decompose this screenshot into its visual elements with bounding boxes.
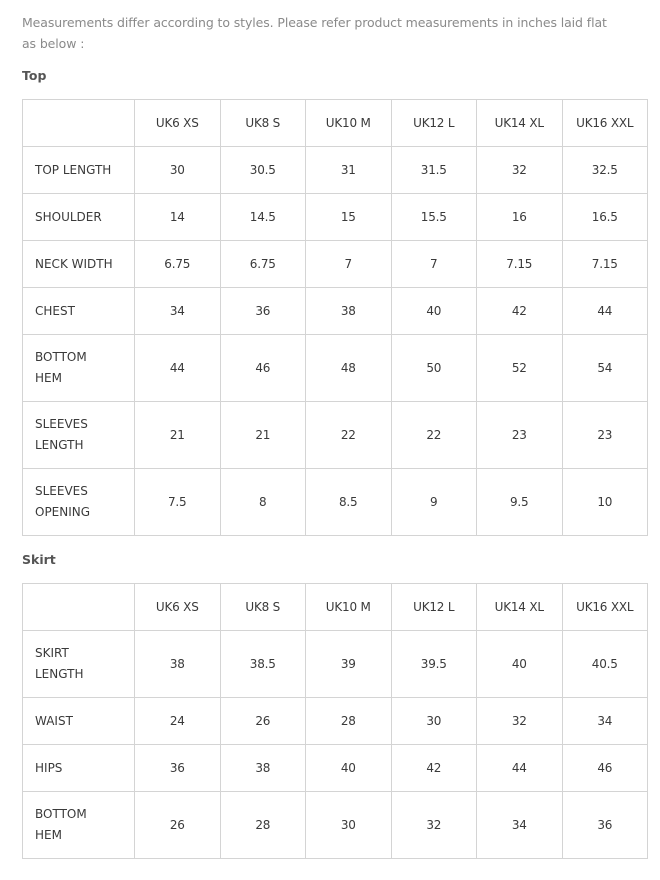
measurement-cell: 36: [220, 288, 306, 335]
measurement-cell: 34: [562, 698, 648, 745]
header-empty-cell: [23, 100, 135, 147]
table-row: [23, 335, 648, 402]
table-row: [23, 745, 648, 792]
measurement-cell: 30.5: [220, 147, 306, 194]
measurement-cell: 38: [306, 288, 392, 335]
measurement-cell: 52: [477, 335, 563, 402]
table-row: [23, 469, 648, 536]
measurement-cell: 48: [306, 335, 392, 402]
measurement-cell: 22: [306, 402, 392, 469]
measurement-cell: 30: [306, 792, 392, 859]
table-row: [23, 194, 648, 241]
measurement-cell: 44: [477, 745, 563, 792]
size-header: UK16 XXL: [562, 584, 648, 631]
size-header: UK12 L: [391, 100, 477, 147]
measurement-cell: 46: [562, 745, 648, 792]
row-label: BOTTOM HEM: [23, 792, 135, 859]
table-row: [23, 698, 648, 745]
measurement-cell: 9.5: [477, 469, 563, 536]
measurement-cell: 26: [135, 792, 221, 859]
measurement-cell: 21: [135, 402, 221, 469]
measurement-cell: 30: [391, 698, 477, 745]
measurement-cell: 7: [391, 241, 477, 288]
measurement-cell: 6.75: [135, 241, 221, 288]
measurement-cell: 15.5: [391, 194, 477, 241]
measurement-cell: 31.5: [391, 147, 477, 194]
size-header: UK6 XS: [135, 584, 221, 631]
measurement-cell: 32.5: [562, 147, 648, 194]
measurement-cell: 16: [477, 194, 563, 241]
measurement-cell: 31: [306, 147, 392, 194]
measurement-cell: 10: [562, 469, 648, 536]
measurement-cell: 44: [135, 335, 221, 402]
top-size-table: [22, 99, 648, 536]
measurement-cell: 40: [391, 288, 477, 335]
measurement-cell: 28: [220, 792, 306, 859]
row-label: SHOULDER: [23, 194, 135, 241]
table-row: [23, 241, 648, 288]
measurement-cell: 21: [220, 402, 306, 469]
table-row: [23, 631, 648, 698]
measurement-cell: 28: [306, 698, 392, 745]
row-label: HIPS: [23, 745, 135, 792]
measurement-cell: 40: [477, 631, 563, 698]
measurement-cell: 40: [306, 745, 392, 792]
row-label: TOP LENGTH: [23, 147, 135, 194]
measurement-cell: 34: [477, 792, 563, 859]
measurement-cell: 44: [562, 288, 648, 335]
measurement-cell: 39: [306, 631, 392, 698]
table-row: [23, 792, 648, 859]
measurement-cell: 7.15: [562, 241, 648, 288]
measurement-cell: 26: [220, 698, 306, 745]
size-header: UK12 L: [391, 584, 477, 631]
size-header: UK14 XL: [477, 584, 563, 631]
measurement-cell: 38: [135, 631, 221, 698]
size-header: UK10 M: [306, 100, 392, 147]
table-row: [23, 147, 648, 194]
measurement-cell: 36: [135, 745, 221, 792]
measurement-cell: 14.5: [220, 194, 306, 241]
size-header: UK10 M: [306, 584, 392, 631]
row-label: NECK WIDTH: [23, 241, 135, 288]
measurement-cell: 32: [477, 147, 563, 194]
measurement-cell: 8.5: [306, 469, 392, 536]
measurement-cell: 7.5: [135, 469, 221, 536]
measurement-cell: 7.15: [477, 241, 563, 288]
measurement-cell: 38.5: [220, 631, 306, 698]
size-header: UK16 XXL: [562, 100, 648, 147]
header-empty-cell: [23, 584, 135, 631]
measurement-cell: 46: [220, 335, 306, 402]
measurement-cell: 32: [477, 698, 563, 745]
size-header: UK8 S: [220, 100, 306, 147]
measurement-cell: 36: [562, 792, 648, 859]
measurement-cell: 30: [135, 147, 221, 194]
table-row: [23, 288, 648, 335]
row-label: CHEST: [23, 288, 135, 335]
measurement-cell: 16.5: [562, 194, 648, 241]
measurement-cell: 40.5: [562, 631, 648, 698]
measurement-cell: 9: [391, 469, 477, 536]
measurement-cell: 8: [220, 469, 306, 536]
measurement-cell: 15: [306, 194, 392, 241]
skirt-section-title: Skirt: [22, 552, 56, 567]
row-label: SLEEVES OPENING: [23, 469, 135, 536]
measurement-cell: 54: [562, 335, 648, 402]
measurement-cell: 22: [391, 402, 477, 469]
table-row: [23, 402, 648, 469]
row-label: SLEEVES LENGTH: [23, 402, 135, 469]
measurement-cell: 23: [477, 402, 563, 469]
measurement-cell: 50: [391, 335, 477, 402]
table-header-row: [23, 584, 648, 631]
size-header: UK14 XL: [477, 100, 563, 147]
measurement-cell: 32: [391, 792, 477, 859]
measurement-cell: 42: [477, 288, 563, 335]
measurement-cell: 6.75: [220, 241, 306, 288]
measurement-cell: 23: [562, 402, 648, 469]
row-label: SKIRT LENGTH: [23, 631, 135, 698]
skirt-size-table: [22, 583, 648, 859]
row-label: BOTTOM HEM: [23, 335, 135, 402]
measurement-cell: 7: [306, 241, 392, 288]
top-section-title: Top: [22, 68, 47, 83]
measurement-cell: 39.5: [391, 631, 477, 698]
intro-text: Measurements differ according to styles. Please refer product measurements in inches laid flat as below :: [22, 15, 607, 51]
measurement-cell: 14: [135, 194, 221, 241]
size-header: UK8 S: [220, 584, 306, 631]
measurement-cell: 34: [135, 288, 221, 335]
measurement-cell: 38: [220, 745, 306, 792]
row-label: WAIST: [23, 698, 135, 745]
size-header: UK6 XS: [135, 100, 221, 147]
measurement-cell: 24: [135, 698, 221, 745]
table-header-row: [23, 100, 648, 147]
measurement-cell: 42: [391, 745, 477, 792]
